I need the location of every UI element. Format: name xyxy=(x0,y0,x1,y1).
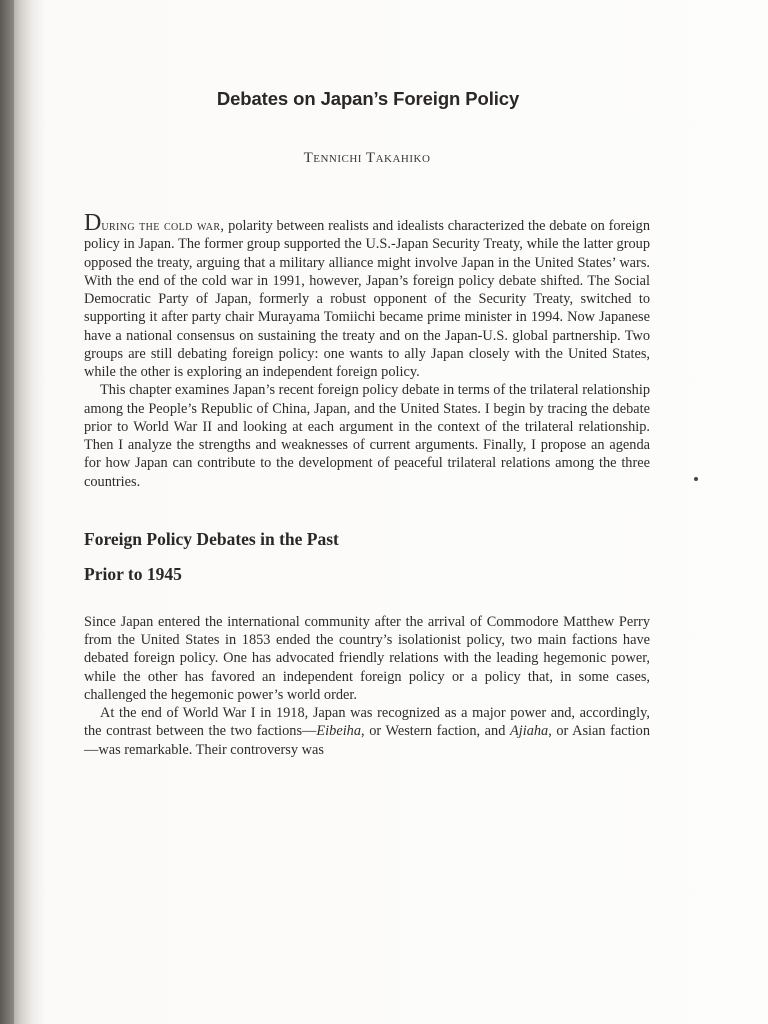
paragraph-wwi-text-2: , or Western faction, and xyxy=(361,723,510,740)
ink-speck xyxy=(694,477,698,481)
page-binding-shadow xyxy=(0,0,14,1024)
intro-paragraph xyxy=(84,210,650,381)
prior-1945-section xyxy=(84,613,650,759)
paragraph-chapter-overview: This chapter examines Japan’s recent foreign policy debate in terms of the trilateral relationship among the People’s Republic of China, Japan, and the United States. I begin by tracing the debate prior to World War II and looking at each argument in the context of the trilateral relationship. Then I analyze the strengths and weaknesses of current arguments. Finally, I propose an agenda for how Japan can contribute to the development of peaceful trilateral relations among the three countries. xyxy=(84,382,650,490)
intro-paragraph-text: polarity between realists and idealists characterized the debate on foreign policy in Japan. The former group supported the U.S.-Japan Security Treaty, while the latter group opposed the treaty, arguing that a military alliance might involve Japan in the United States’ wars. With the end of the cold war in 1991, however, Japan’s foreign policy debate shifted. The Social Democratic Party of Japan, formerly a robust opponent of the Security Treaty, switched to supporting it after party chair Murayama Tomiichi became prime minister in 1994. Now Japanese have a national consensus on sustaining the treaty and on the Japan-U.S. global partnership. Two groups are still debating foreign policy: one wants to ally Japan closely with the United States, while the other is exploring an independent foreign policy. xyxy=(84,218,650,380)
paragraph-wwi xyxy=(84,704,650,759)
paragraph-prior-1945: Since Japan entered the international community after the arrival of Commodore Matthew Perry from the United States in 1853 ended the country’s isolationist policy, two main factions have debated foreign policy. One has advocated friendly relations with the leading hegemonic power, while the other has favored an independent foreign policy or a policy that, in some cases, challenged the hegemonic power’s world order. xyxy=(84,613,650,703)
subsection-heading: Prior to 1945 xyxy=(84,563,182,584)
chapter-title: Debates on Japan’s Foreign Policy xyxy=(216,88,520,109)
drop-cap: D xyxy=(84,210,102,236)
term-ajiaha: Ajiaha xyxy=(509,723,549,740)
intro-section xyxy=(84,210,650,491)
term-eibeiha: Eibeiha xyxy=(316,723,362,740)
section-heading: Foreign Policy Debates in the Past xyxy=(84,528,339,549)
author-name: Tennichi Takahiko xyxy=(303,150,431,166)
paragraph-wwi-text-3: , or Asian faction—was remarkable. Their controversy was xyxy=(84,723,650,758)
page-content xyxy=(84,88,650,759)
paragraph-wwi-text-1: At the end of World War I in 1918, Japan was recognized as a major power and, accordingly, the contrast between the two factions— xyxy=(84,705,650,740)
intro-smallcap-phrase: uring the cold war, xyxy=(101,218,225,234)
